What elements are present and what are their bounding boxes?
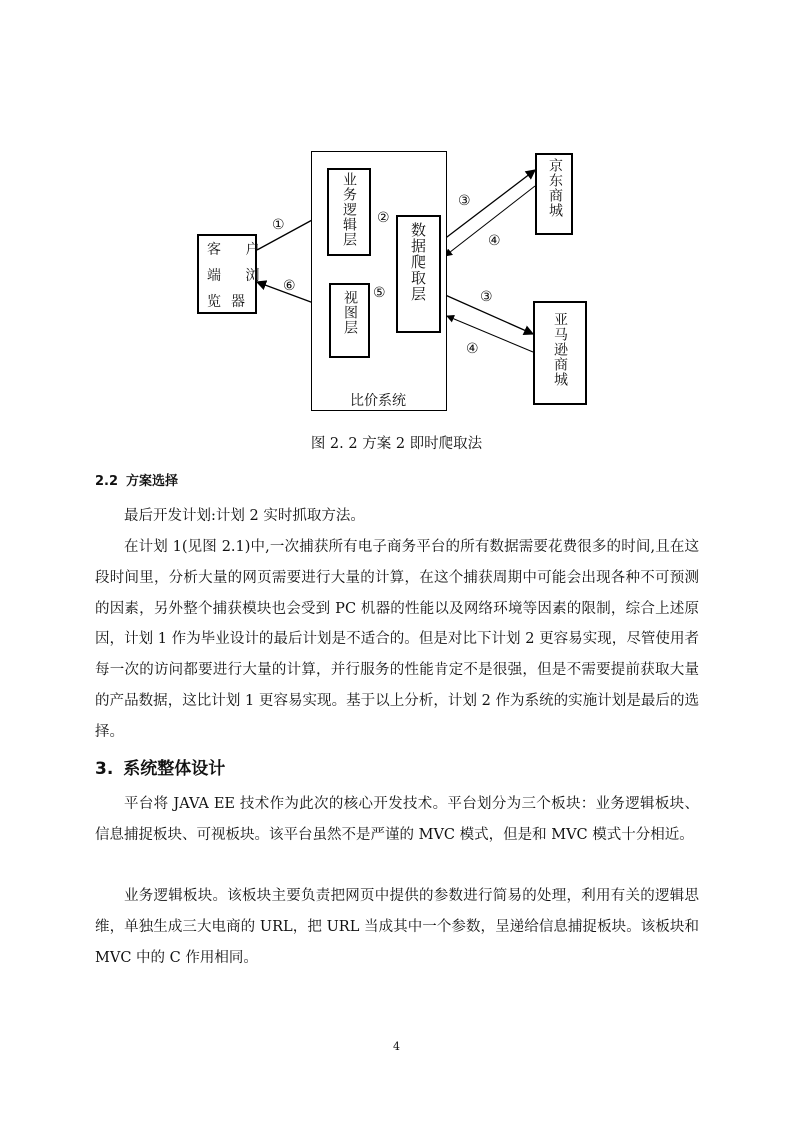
section-number: 2.2 — [95, 474, 119, 489]
marker-6: ⑥ — [283, 278, 296, 294]
data-crawl-layer-label: 数据爬取层 — [409, 222, 427, 302]
marker-4-jd: ④ — [488, 233, 501, 249]
architecture-diagram — [0, 0, 793, 430]
view-layer-label: 视图层 — [342, 290, 358, 335]
marker-1: ① — [272, 217, 285, 233]
client-line-3: 览器 — [207, 294, 255, 310]
marker-4-amazon: ④ — [466, 341, 479, 357]
page-number: 4 — [393, 1040, 400, 1053]
system-label: 比价系统 — [350, 393, 406, 409]
marker-5: ⑤ — [373, 285, 386, 301]
paragraph-plan-analysis: 在计划 1(见图 2.1)中,一次捕获所有电子商务平台的所有数据需要花费很多的时间,且在这段时间里，分析大量的网页需要进行大量的计算，在这个捕获周期中可能会出现各种不可预测的因素，另外整个捕获模块也会受到 PC 机器的性能以及网络环境等因素的限制，综合上述原因，计划 1 作为毕业设计的最后计划是不适合的。但是对比下计划 2 更容易实现，尽管使用者每一次的访问都要进行大量的计算，并行服务的性能肯定不是很强，但是不需要提前获取大量的产品数据，这比计划 1 更容易实现。基于以上分析，计划 2 作为系统的实施计划是最后的选择。 — [95, 539, 699, 740]
logic-layer-label: 业务逻辑层 — [341, 172, 357, 247]
marker-3-amazon: ③ — [480, 289, 493, 305]
client-line-2: 端 浏 — [207, 268, 270, 284]
marker-2: ② — [377, 210, 390, 226]
figure-caption: 图 2. 2 方案 2 即时爬取法 — [310, 436, 483, 452]
client-line-1: 客 户 — [207, 242, 270, 258]
paragraph-plan-choice: 最后开发计划:计划 2 实时抓取方法。 — [124, 508, 365, 524]
marker-3-jd: ③ — [458, 193, 471, 209]
arrow-4-amazon — [447, 316, 533, 352]
arrow-3-jd — [443, 170, 535, 240]
client-browser-label — [207, 237, 269, 315]
paragraph-platform-overview: 平台将 JAVA EE 技术作为此次的核心开发技术。平台划分为三个板块：业务逻辑板块、信息捕捉板块、可视板块。该平台虽然不是严谨的 MVC 模式，但是和 MVC 模式十分相近。 — [95, 796, 699, 843]
jd-mall-label: 京东商城 — [547, 158, 563, 218]
paragraph-business-logic: 业务逻辑板块。该板块主要负责把网页中提供的参数进行简易的处理，利用有关的逻辑思维，单独生成三大电商的 URL，把 URL 当成其中一个参数，呈递给信息捕捉板块。该板块和 MVC 中的 C 作用相同。 — [95, 888, 699, 966]
section-title: 系统整体设计 — [123, 759, 226, 779]
section-2-2-heading — [95, 470, 178, 489]
section-number: 3. — [95, 759, 114, 779]
amazon-mall-label: 亚马逊商城 — [552, 312, 568, 387]
section-3-heading — [95, 754, 225, 779]
section-title: 方案选择 — [126, 474, 179, 489]
